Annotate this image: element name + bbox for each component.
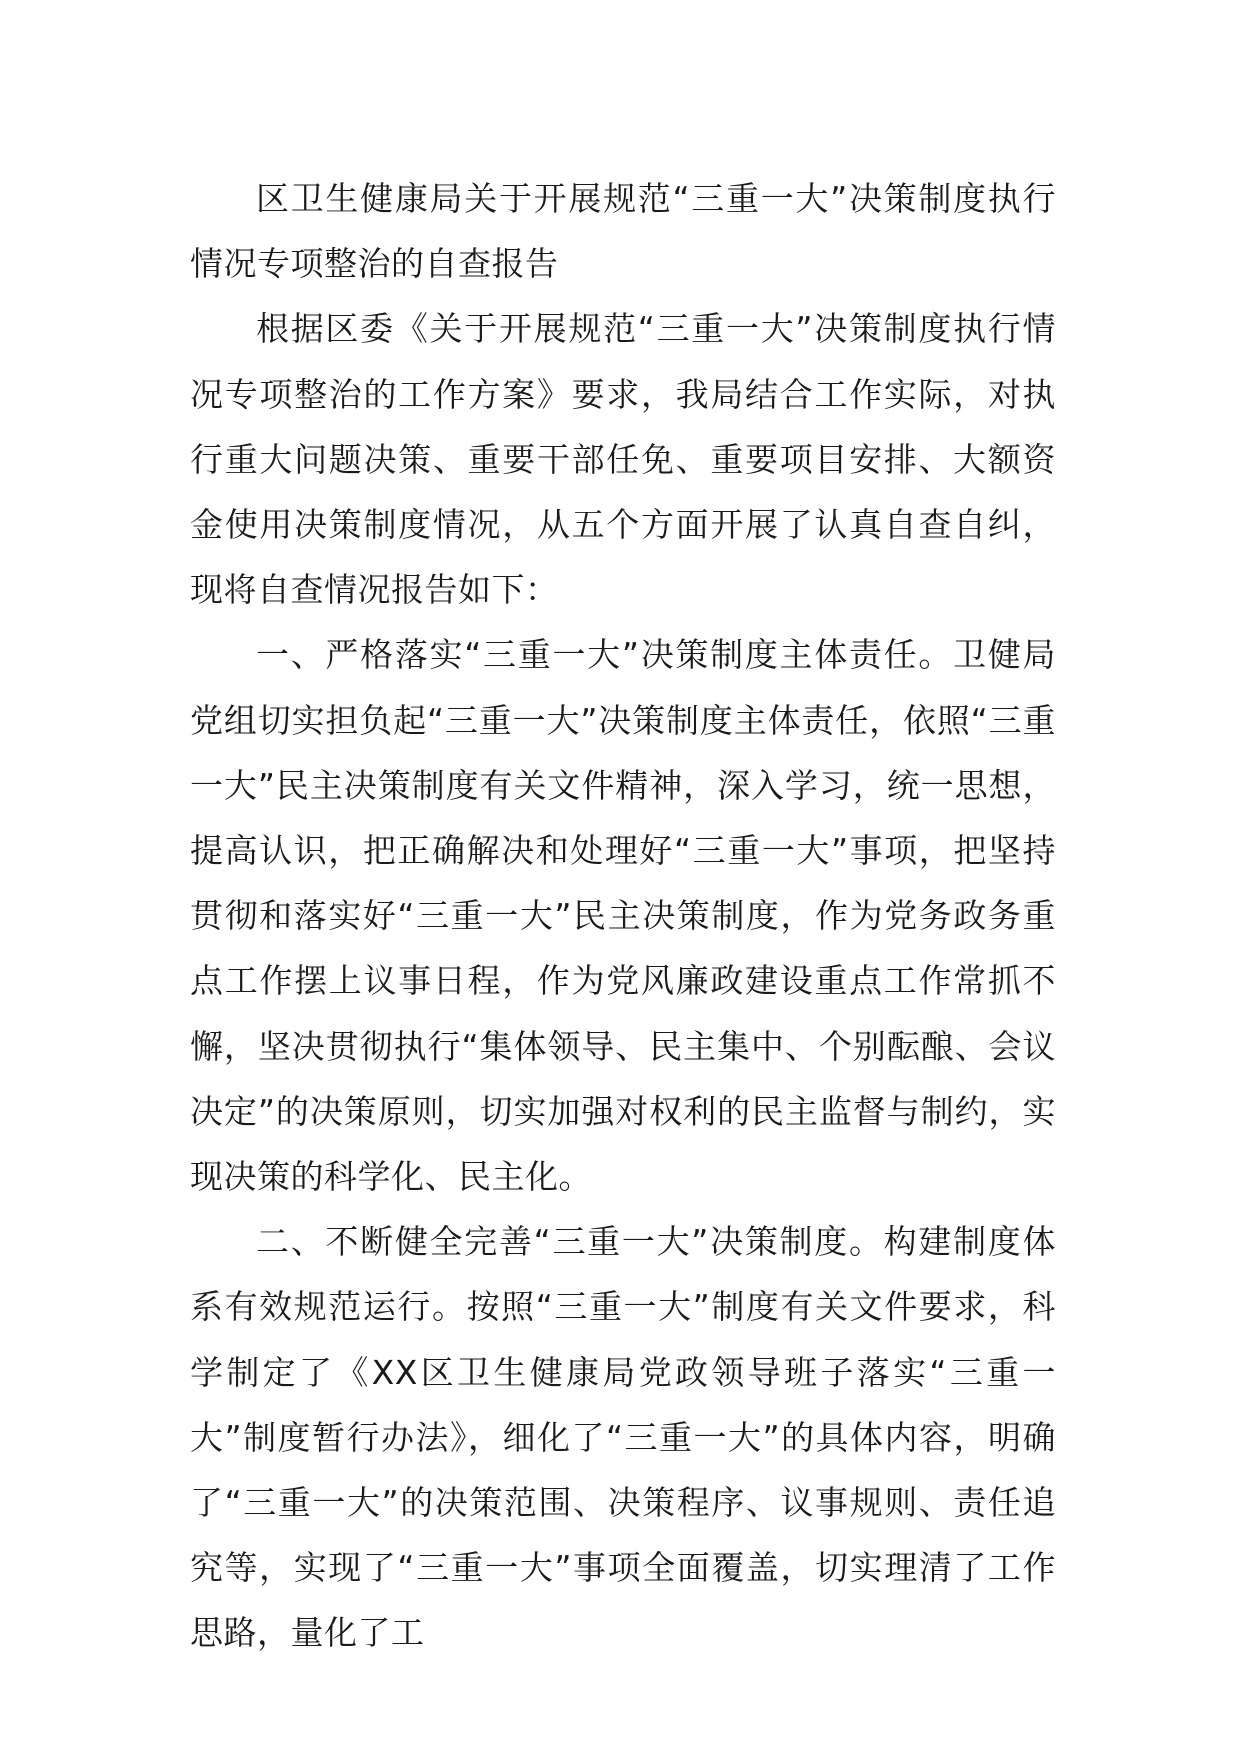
paragraph-intro: 根据区委《关于开展规范“三重一大”决策制度执行情况专项整治的工作方案》要求，我局结合工作实际，对执行重大问题决策、重要干部任免、重要项目安排、大额资金使用决策制度情况，从五个方面开展了认真自查自纠，现将自查情况报告如下： <box>190 309 1056 610</box>
document-body <box>190 166 1056 1666</box>
paragraph-section-one: 一、严格落实“三重一大”决策制度主体责任。卫健局党组切实担负起“三重一大”决策制度主体责任，依照“三重一大”民主决策制度有关文件精神，深入学习，统一思想，提高认识，把正确解决和处理好“三重一大”事项，把坚持贯彻和落实好“三重一大”民主决策制度，作为党务政务重点工作摆上议事日程，作为党风廉政建设重点工作常抓不懈，坚决贯彻执行“集体领导、民主集中、个别酝酿、会议决定”的决策原则，切实加强对权利的民主监督与制约，实现决策的科学化、民主化。 <box>190 635 1056 1197</box>
paragraph-section-two: 二、不断健全完善“三重一大”决策制度。构建制度体系有效规范运行。按照“三重一大”制度有关文件要求，科学制定了《XX区卫生健康局党政领导班子落实“三重一大”制度暂行办法》，细化了“三重一大”的具体内容，明确了“三重一大”的决策范围、决策程序、议事规则、责任追究等，实现了“三重一大”事项全面覆盖，切实理清了工作思路，量化了工 <box>190 1222 1056 1653</box>
document-title: 区卫生健康局关于开展规范“三重一大”决策制度执行情况专项整治的自查报告 <box>190 179 1056 284</box>
